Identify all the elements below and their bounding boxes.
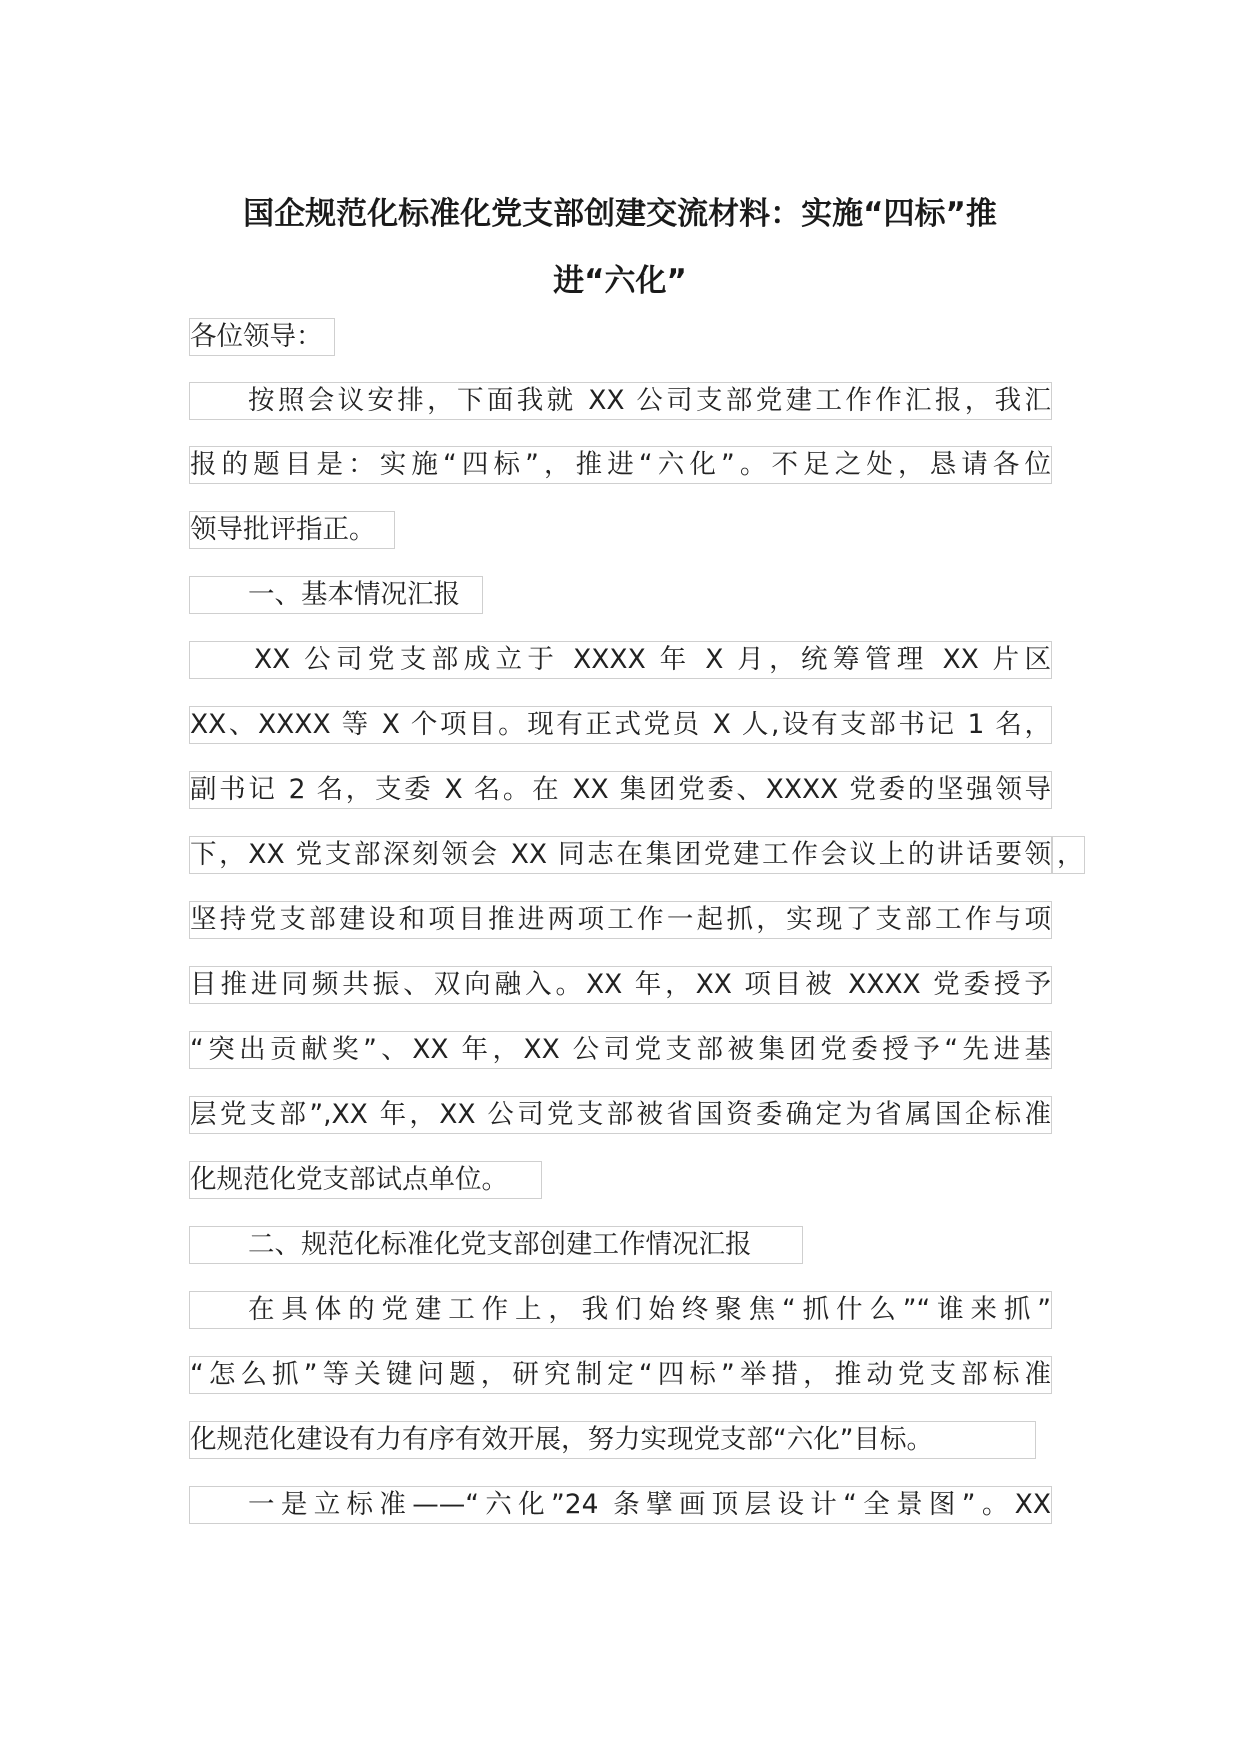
paragraph-line: 目推进同频共振、双向融入。XX 年，XX 项目被 XXXX 党委授予 xyxy=(189,966,1052,1004)
overflow-punctuation: ， xyxy=(1052,836,1085,874)
paragraph-line: 化规范化建设有力有序有效开展，努力实现党支部“六化”目标。 xyxy=(189,1421,1036,1459)
section-heading: 一、基本情况汇报 xyxy=(189,576,483,614)
paragraph-line: 下，XX 党支部深刻领会 XX 同志在集团党建工作会议上的讲话要领 xyxy=(189,836,1052,874)
paragraph-line: XX、XXXX 等 X 个项目。现有正式党员 X 人,设有支部书记 1 名， xyxy=(189,706,1052,744)
paragraph-line: 坚持党支部建设和项目推进两项工作一起抓，实现了支部工作与项 xyxy=(189,901,1052,939)
document-title-line-1: 国企规范化标准化党支部创建交流材料：实施“四标”推 xyxy=(243,196,997,232)
paragraph-line: 按照会议安排，下面我就 XX 公司支部党建工作作汇报，我汇 xyxy=(189,382,1052,420)
paragraph-line: “怎么抓”等关键问题，研究制定“四标”举措，推动党支部标准 xyxy=(189,1356,1052,1394)
paragraph-line: “突出贡献奖”、XX 年，XX 公司党支部被集团党委授予“先进基 xyxy=(189,1031,1052,1069)
paragraph-line: 副书记 2 名，支委 X 名。在 XX 集团党委、XXXX 党委的坚强领导 xyxy=(189,771,1052,809)
salutation: 各位领导： xyxy=(189,318,335,356)
paragraph-line: XX 公司党支部成立于 XXXX 年 X 月，统筹管理 XX 片区 xyxy=(189,641,1052,679)
document-title-line-2: 进“六化” xyxy=(553,263,687,299)
paragraph-line: 在具体的党建工作上，我们始终聚焦“抓什么”“谁来抓” xyxy=(189,1291,1052,1329)
paragraph-line: 领导批评指正。 xyxy=(189,511,395,549)
paragraph-line: 化规范化党支部试点单位。 xyxy=(189,1161,542,1199)
paragraph-line: 层党支部”,XX 年，XX 公司党支部被省国资委确定为省属国企标准 xyxy=(189,1096,1052,1134)
paragraph-line: 一是立标准——“六化”24 条擘画顶层设计“全景图”。XX xyxy=(189,1486,1052,1524)
section-heading: 二、规范化标准化党支部创建工作情况汇报 xyxy=(189,1226,803,1264)
paragraph-line: 报的题目是：实施“四标”，推进“六化”。不足之处，恳请各位 xyxy=(189,446,1052,484)
